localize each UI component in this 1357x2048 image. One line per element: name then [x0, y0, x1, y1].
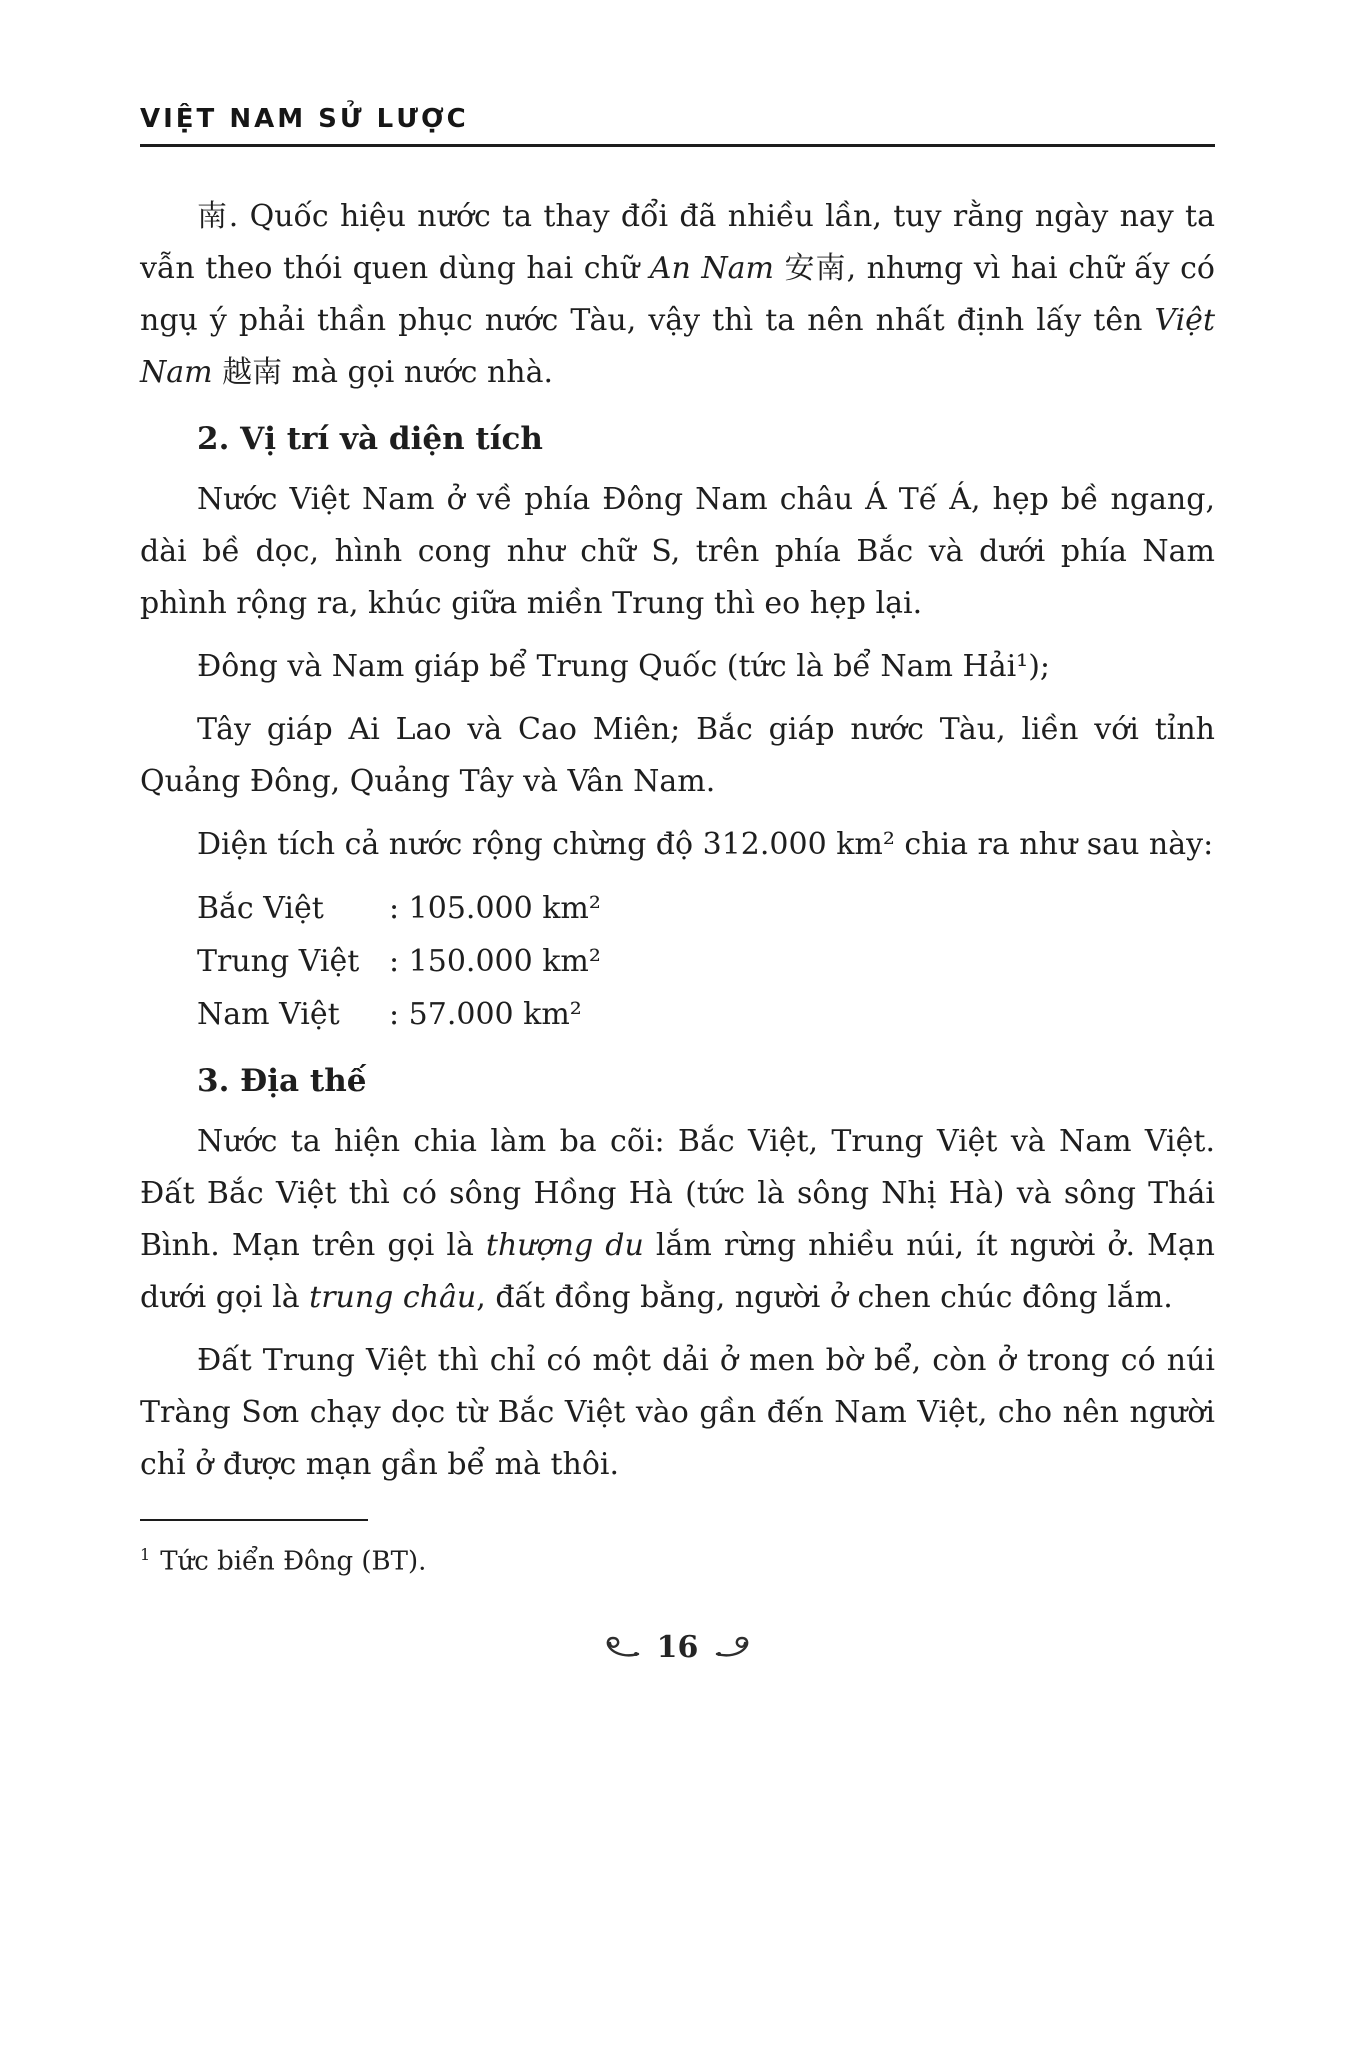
- floral-flourish-left-icon: [602, 1635, 640, 1659]
- paragraph-dia-the-1: Nước ta hiện chia làm ba cõi: Bắc Việt, Trung Việt và Nam Việt. Đất Bắc Việt thì có sông Hồng Hà (tức là sông Nhị Hà) và sông Thái Bình. Mạn trên gọi là thượng du lắm rừng nhiều núi, ít người ở. Mạn dưới gọi là trung châu, đất đồng bằng, người ở chen chúc đông lắm.: [140, 1124, 1215, 1315]
- area-table-row: [197, 882, 1215, 935]
- area-value: : 57.000 km²: [389, 997, 582, 1032]
- section-heading-dia-the: 3. Địa thế: [197, 1063, 367, 1099]
- footnote-text: Tức biển Đông (BT).: [160, 1546, 427, 1577]
- paragraph-quoc-hieu: 南. Quốc hiệu nước ta thay đổi đã nhiều lần, tuy rằng ngày nay ta vẫn theo thói quen dùng hai chữ An Nam 安南, nhưng vì hai chữ ấy có ngụ ý phải thần phục nước Tàu, vậy thì ta nên nhất định lấy tên Việt Nam 越南 mà gọi nước nhà.: [140, 199, 1215, 390]
- book-title: VIỆT NAM SỬ LƯỢC: [140, 104, 469, 134]
- header-rule: [140, 144, 1215, 147]
- page-header: [140, 104, 1215, 147]
- paragraph-vi-tri-3: Tây giáp Ai Lao và Cao Miên; Bắc giáp nước Tàu, liền với tỉnh Quảng Đông, Quảng Tây và Vân Nam.: [140, 712, 1215, 799]
- page-footer: [140, 1630, 1215, 1665]
- paragraph-vi-tri-2: Đông và Nam giáp bể Trung Quốc (tức là bể Nam Hải¹);: [197, 649, 1051, 684]
- footnote-marker: 1: [140, 1545, 151, 1564]
- area-table: [197, 882, 1215, 1041]
- footnote: [140, 1535, 1215, 1582]
- area-label: Nam Việt: [197, 997, 340, 1032]
- area-table-row: [197, 935, 1215, 988]
- footnote-rule: [140, 1519, 368, 1521]
- area-table-row: [197, 988, 1215, 1041]
- paragraph-dia-the-2: Đất Trung Việt thì chỉ có một dải ở men bờ bể, còn ở trong có núi Tràng Sơn chạy dọc từ Bắc Việt vào gần đến Nam Việt, cho nên người chỉ ở được mạn gần bể mà thôi.: [140, 1343, 1215, 1482]
- area-label: Trung Việt: [197, 944, 360, 979]
- area-value: : 105.000 km²: [389, 891, 601, 926]
- paragraph-dien-tich: Diện tích cả nước rộng chừng độ 312.000 km² chia ra như sau này:: [197, 827, 1214, 862]
- area-value: : 150.000 km²: [389, 944, 601, 979]
- paragraph-vi-tri-1: Nước Việt Nam ở về phía Đông Nam châu Á Tế Á, hẹp bề ngang, dài bề dọc, hình cong như chữ S, trên phía Bắc và dưới phía Nam phình rộng ra, khúc giữa miền Trung thì eo hẹp lại.: [140, 482, 1215, 621]
- area-label: Bắc Việt: [197, 891, 324, 926]
- page-number: 16: [656, 1629, 699, 1665]
- floral-flourish-right-icon: [715, 1635, 753, 1659]
- section-heading-vi-tri-va-dien-tich: 2. Vị trí và diện tích: [197, 421, 543, 457]
